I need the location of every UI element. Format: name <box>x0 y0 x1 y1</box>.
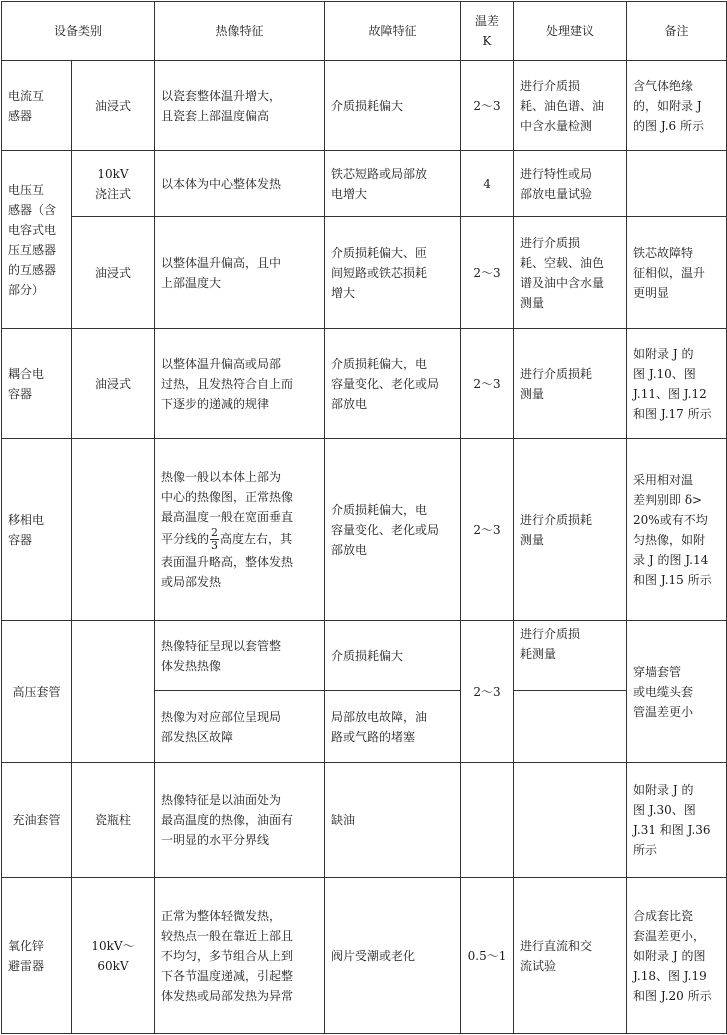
cell-subtype: 10kV～60kV <box>72 878 155 1034</box>
cell-subtype <box>72 621 155 763</box>
cell-advice <box>514 691 627 763</box>
cell-note: 如附录 J 的 图 J.30、图 J.31 和图 J.36 所示 <box>627 763 727 878</box>
row-zinc-oxide-arrester <box>2 878 727 1034</box>
cell-subtype: 油浸式 <box>72 329 155 439</box>
cell-fault: 局部放电故障，油 路或气路的堵塞 <box>325 691 461 763</box>
cell-note: 穿墙套管 或电缆头套 管温差更小 <box>627 621 727 763</box>
cell-category: 电压互 感器（含 电容式电 压互感器 的互感器 部分） <box>2 151 72 329</box>
cell-thermal: 以整体温升偏高，且中 上部温度大 <box>155 217 325 329</box>
row-phase-shift-capacitor <box>2 439 727 621</box>
header-row <box>2 2 727 61</box>
cell-category: 移相电 容器 <box>2 439 72 621</box>
row-voltage-transformer-oil <box>2 217 727 329</box>
header-note: 备注 <box>627 2 727 61</box>
cell-thermal: 热像为对应部位呈现局 部发热区故障 <box>155 691 325 763</box>
fraction: $\frac{2}{3}$ <box>211 526 219 552</box>
cell-category: 耦合电 容器 <box>2 329 72 439</box>
cell-temp: 2～3 <box>461 329 514 439</box>
cell-subtype: 油浸式 <box>72 217 155 329</box>
row-hv-bushing-1 <box>2 621 727 691</box>
cell-category: 氧化锌 避雷器 <box>2 878 72 1034</box>
row-voltage-transformer-cast <box>2 151 727 217</box>
cell-thermal: 以本体为中心整体发热 <box>155 151 325 217</box>
cell-note: 含气体绝缘 的，如附录 J 的图 J.6 所示 <box>627 61 727 151</box>
cell-advice: 进行直流和交 流试验 <box>514 878 627 1034</box>
cell-temp: 2～3 <box>461 217 514 329</box>
cell-temp: 0.5～1 <box>461 878 514 1034</box>
header-fault: 故障特征 <box>325 2 461 61</box>
cell-thermal: 热像特征呈现以套管整 体发热热像 <box>155 621 325 691</box>
cell-advice: 进行特性或局 部放电量试验 <box>514 151 627 217</box>
row-oil-filled-bushing <box>2 763 727 878</box>
cell-advice <box>514 763 627 878</box>
cell-note: 如附录 J 的 图 J.10、图 J.11、图 J.12 和图 J.17 所示 <box>627 329 727 439</box>
cell-advice: 进行介质损 耗、空载、油色 谱及油中含水量 测量 <box>514 217 627 329</box>
cell-temp: 2～3 <box>461 61 514 151</box>
cell-fault: 介质损耗偏大、匝 间短路或铁芯损耗 增大 <box>325 217 461 329</box>
row-coupling-capacitor <box>2 329 727 439</box>
cell-thermal: 以整体温升偏高或局部 过热，且发热符合自上而 下逐步的递减的规律 <box>155 329 325 439</box>
cell-fault: 介质损耗偏大 <box>325 61 461 151</box>
cell-category: 高压套管 <box>2 621 72 763</box>
cell-note <box>627 151 727 217</box>
cell-temp: 2～3 <box>461 621 514 763</box>
cell-thermal: 正常为整体轻微发热， 较热点一般在靠近上部且 不均匀，多节组合从上到 下各节温度递减，引起整 体发热或局部发热为异常 <box>155 878 325 1034</box>
row-current-transformer <box>2 61 727 151</box>
cell-fault: 阀片受潮或老化 <box>325 878 461 1034</box>
header-advice: 处理建议 <box>514 2 627 61</box>
fault-diagnosis-table <box>1 1 727 1034</box>
cell-advice: 进行介质损 耗测量 <box>514 621 627 691</box>
cell-thermal: 热像一般以本体上部为 中心的热像图，正常热像 最高温度一般在宽面垂直 平分线的 $\frac{2}{3}$ 高度左右，其 表面温升略高，整体发热 或局部发热 <box>155 439 325 621</box>
cell-thermal: 以瓷套整体温升增大， 且瓷套上部温度偏高 <box>155 61 325 151</box>
cell-note: 采用相对温 差判别即 δ> 20%或有不均 匀热像，如附 录 J 的图 J.14 和图 J.15 所示 <box>627 439 727 621</box>
cell-advice: 进行介质损耗 测量 <box>514 439 627 621</box>
header-category: 设备类别 <box>2 2 155 61</box>
cell-advice: 进行介质损耗 测量 <box>514 329 627 439</box>
cell-temp <box>461 763 514 878</box>
cell-subtype: 瓷瓶柱 <box>72 763 155 878</box>
header-thermal: 热像特征 <box>155 2 325 61</box>
cell-subtype <box>72 439 155 621</box>
cell-subtype: 油浸式 <box>72 61 155 151</box>
cell-subtype: 10kV 浇注式 <box>72 151 155 217</box>
cell-category: 充油套管 <box>2 763 72 878</box>
cell-advice: 进行介质损 耗、油色谱、油 中含水量检测 <box>514 61 627 151</box>
cell-temp: 2～3 <box>461 439 514 621</box>
cell-fault: 缺油 <box>325 763 461 878</box>
header-temp: 温差 K <box>461 2 514 61</box>
cell-fault: 介质损耗偏大，电 容量变化、老化或局 部放电 <box>325 439 461 621</box>
cell-thermal: 热像特征是以油面处为 最高温度的热像，油面有 一明显的水平分界线 <box>155 763 325 878</box>
cell-note: 铁芯故障特 征相似，温升 更明显 <box>627 217 727 329</box>
cell-fault: 介质损耗偏大 <box>325 621 461 691</box>
cell-fault: 铁芯短路或局部放 电增大 <box>325 151 461 217</box>
cell-category: 电流互 感器 <box>2 61 72 151</box>
cell-temp: 4 <box>461 151 514 217</box>
cell-fault: 介质损耗偏大，电 容量变化、老化或局 部放电 <box>325 329 461 439</box>
cell-note: 合成套比瓷 套温差更小， 如附录 J 的图 J.18、图 J.19 和图 J.20 所示 <box>627 878 727 1034</box>
